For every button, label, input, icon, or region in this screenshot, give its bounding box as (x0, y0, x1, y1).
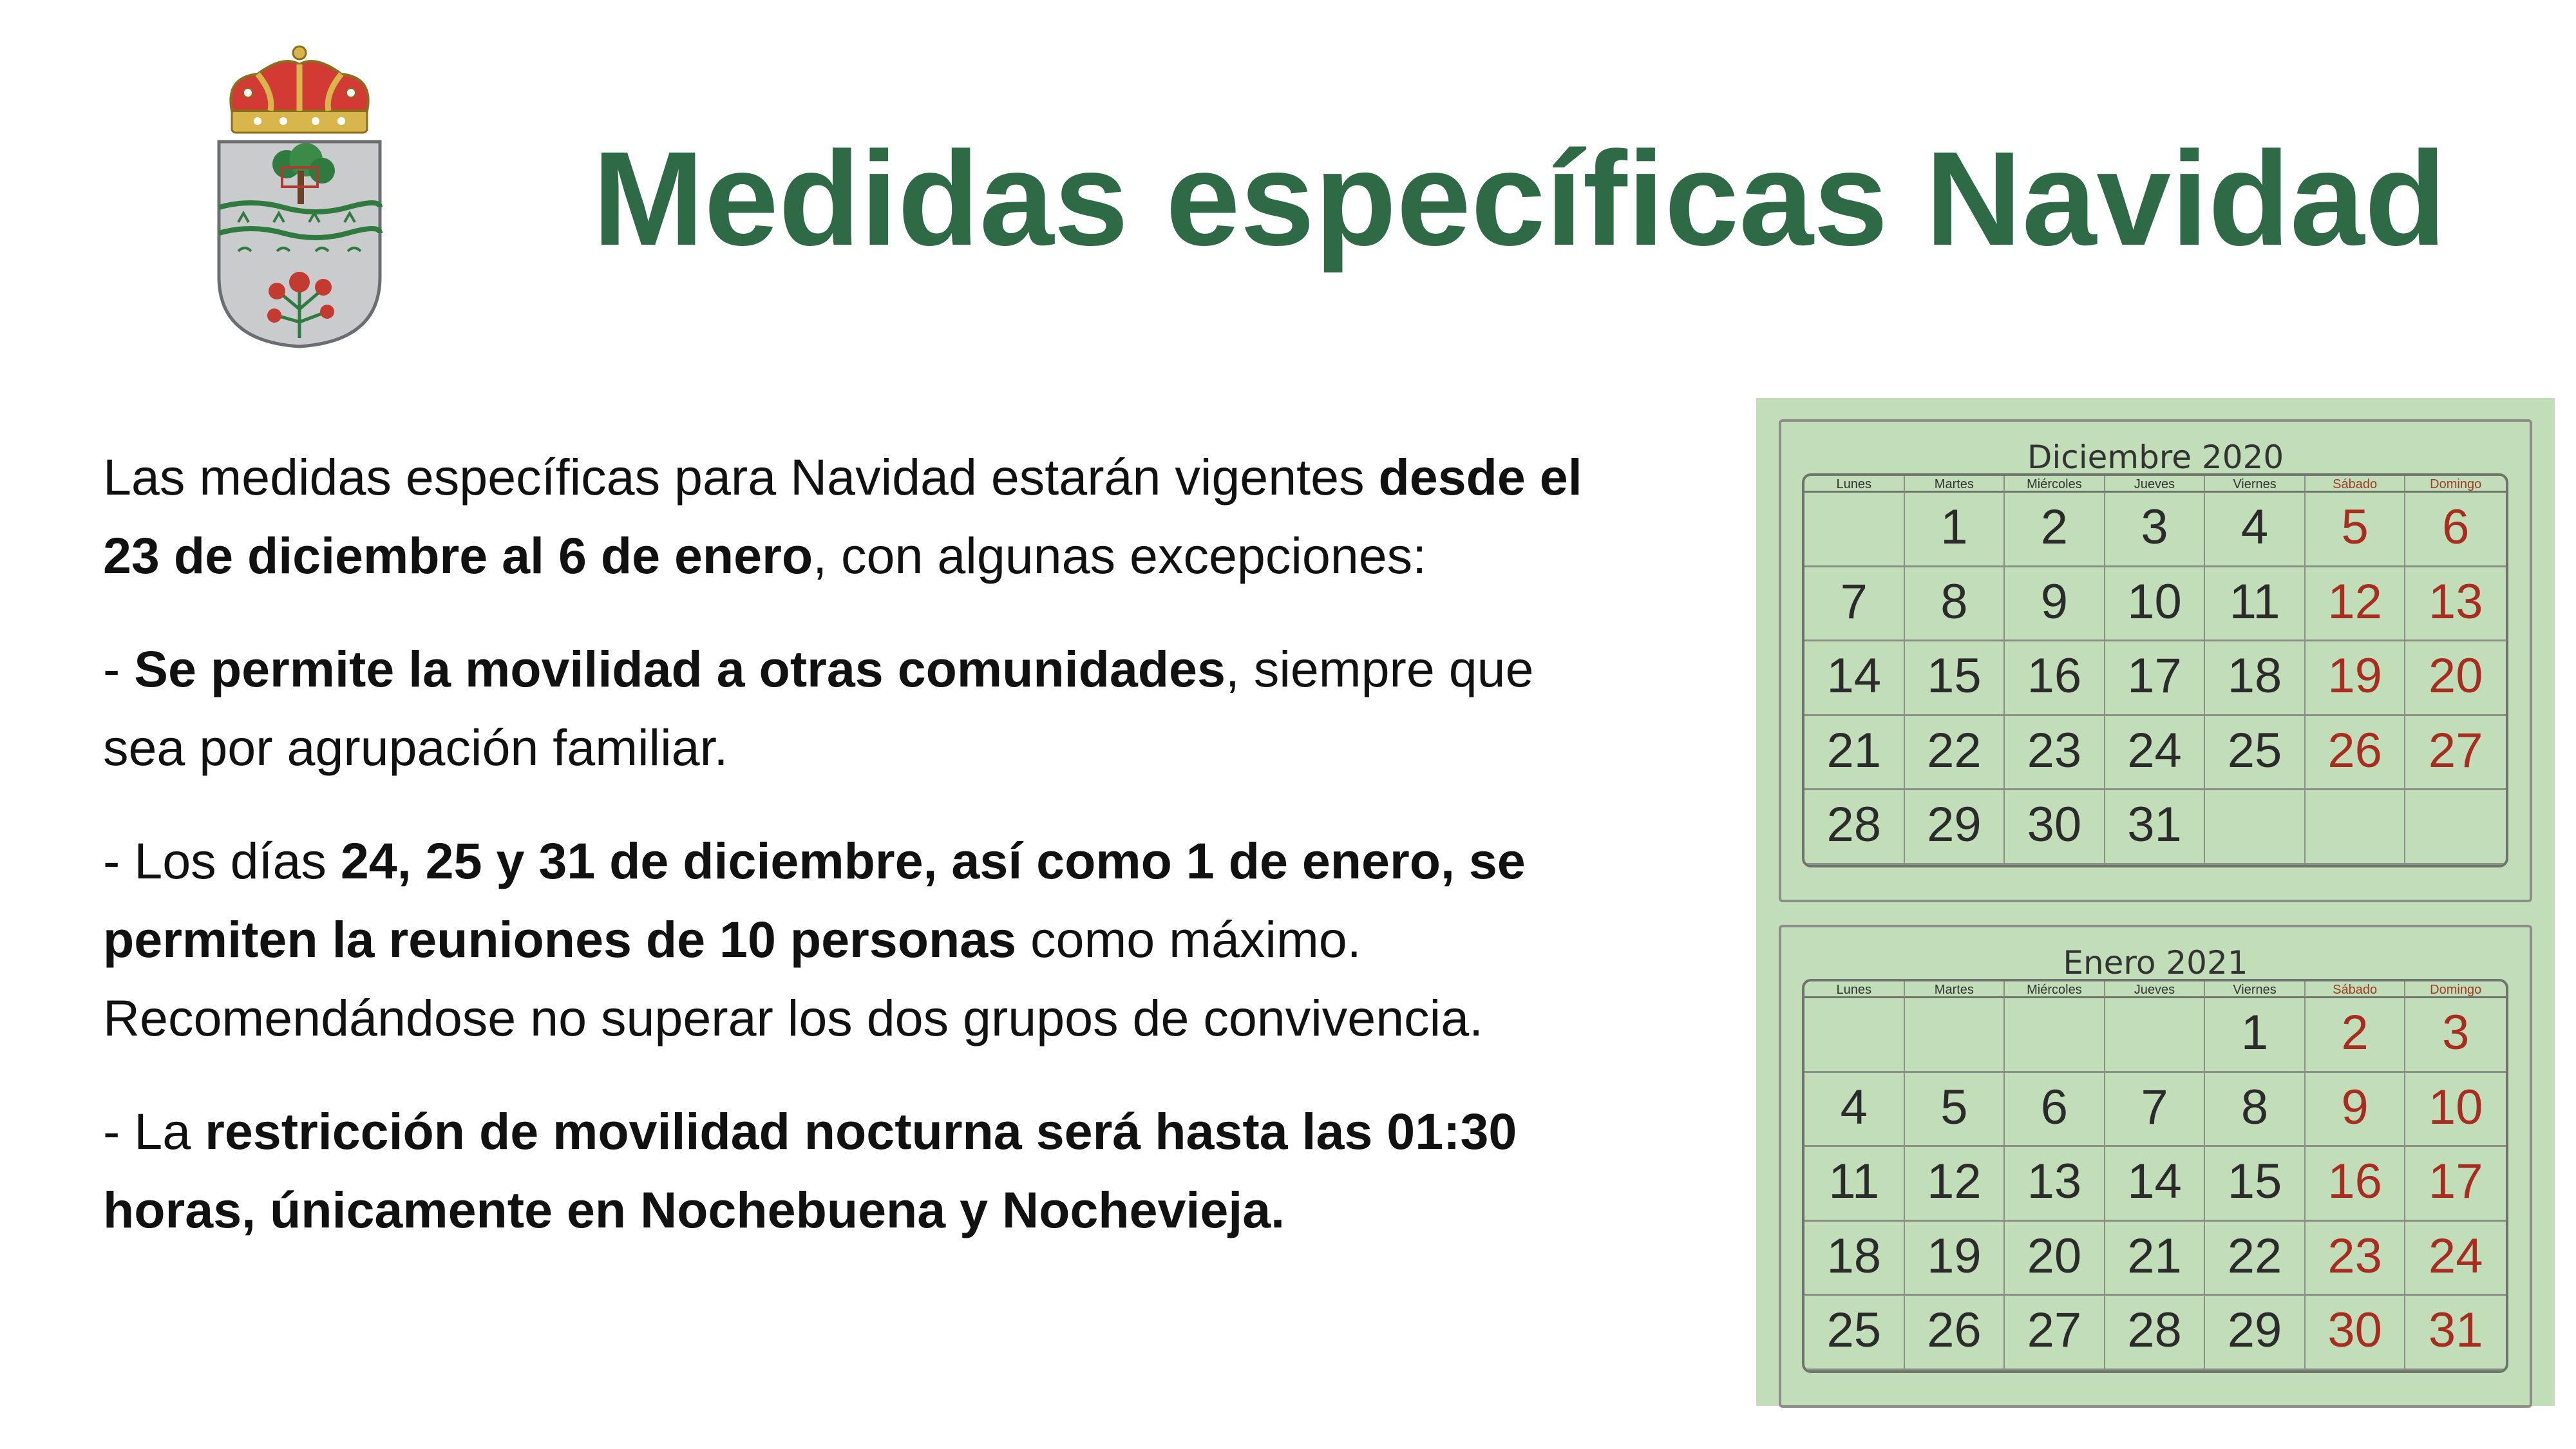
calendar-day: 14 (1804, 641, 1905, 716)
calendar-day (2105, 998, 2206, 1073)
calendar-day (2405, 790, 2506, 865)
calendar-day (1804, 493, 1905, 567)
calendar-day: 26 (2306, 716, 2406, 791)
calendar-december (1779, 419, 2532, 902)
calendar-day: 17 (2105, 641, 2206, 716)
calendar-day: 21 (1804, 716, 1905, 791)
calendar-day: 15 (2205, 1147, 2306, 1222)
calendar-day: 16 (2306, 1147, 2406, 1222)
calendar-day: 18 (2205, 641, 2306, 716)
calendar-day: 4 (2205, 493, 2306, 567)
curfew-paragraph (103, 1092, 1604, 1249)
calendar-day (1804, 998, 1905, 1073)
weekday-header: Sábado (2306, 981, 2406, 998)
calendar-day: 22 (2205, 1222, 2306, 1296)
calendar-day: 7 (2105, 1073, 2206, 1148)
weekday-header: Jueves (2105, 476, 2206, 493)
calendar-day: 8 (1905, 567, 2005, 642)
intro-paragraph (103, 438, 1604, 595)
calendar-day: 10 (2405, 1073, 2506, 1148)
calendar-day (2205, 790, 2306, 865)
calendar-day: 5 (2306, 493, 2406, 567)
calendar-grid (1802, 473, 2508, 867)
weekday-header: Lunes (1804, 476, 1905, 493)
weekday-header: Viernes (2205, 476, 2306, 493)
mobility-bold: Se permite la movilidad a otras comunidades (134, 640, 1226, 697)
calendar-day: 22 (1905, 716, 2005, 791)
calendar-day: 6 (2405, 493, 2506, 567)
calendar-day: 16 (2005, 641, 2105, 716)
calendar-day: 3 (2105, 493, 2206, 567)
calendar-day: 23 (2306, 1222, 2406, 1296)
curfew-bold: restricción de movilidad nocturna será hasta las 01:30 horas, únicamente en Nochebuena y Nochevieja. (103, 1103, 1517, 1238)
calendar-day: 13 (2005, 1147, 2105, 1222)
weekday-header: Jueves (2105, 981, 2206, 998)
calendar-day: 21 (2105, 1222, 2206, 1296)
calendar-day: 31 (2105, 790, 2206, 865)
mobility-paragraph (103, 630, 1604, 787)
calendar-day (2005, 998, 2105, 1073)
calendar-day: 24 (2105, 716, 2206, 791)
calendar-day: 14 (2105, 1147, 2206, 1222)
calendar-day: 7 (1804, 567, 1905, 642)
calendar-day: 2 (2306, 998, 2406, 1073)
calendar-grid (1802, 979, 2508, 1373)
calendar-day: 10 (2105, 567, 2206, 642)
calendar-day (1905, 998, 2005, 1073)
calendar-day: 9 (2005, 567, 2105, 642)
calendar-day: 6 (2005, 1073, 2105, 1148)
calendar-day: 27 (2405, 716, 2506, 791)
calendar-day: 20 (2405, 641, 2506, 716)
mobility-text: , siempre que sea por agrupación familiar. (103, 640, 1534, 776)
intro-text-end: , con algunas excepciones: (813, 527, 1427, 584)
coat-of-arms-svg (213, 39, 386, 354)
calendar-day: 27 (2005, 1296, 2105, 1370)
weekday-header: Domingo (2405, 476, 2506, 493)
calendar-day: 19 (2306, 641, 2406, 716)
calendar-day: 31 (2405, 1296, 2506, 1370)
calendar-day: 25 (2205, 716, 2306, 791)
gatherings-bold: 24, 25 y 31 de diciembre, así como 1 de enero, se permiten la reuniones de 10 personas (103, 832, 1526, 968)
weekday-header: Sábado (2306, 476, 2406, 493)
bullet-dash: - (103, 640, 135, 697)
weekday-header: Martes (1905, 981, 2005, 998)
weekday-header: Martes (1905, 476, 2005, 493)
calendar-day: 23 (2005, 716, 2105, 791)
calendar-day: 17 (2405, 1147, 2506, 1222)
calendar-title: Enero 2021 (2063, 944, 2248, 981)
calendar-day: 1 (1905, 493, 2005, 567)
curfew-text-start: - La (103, 1103, 205, 1160)
weekday-header: Viernes (2205, 981, 2306, 998)
calendar-day: 1 (2205, 998, 2306, 1073)
calendar-day: 30 (2306, 1296, 2406, 1370)
calendar-day: 28 (1804, 790, 1905, 865)
calendar-day: 26 (1905, 1296, 2005, 1370)
calendar-day: 15 (1905, 641, 2005, 716)
calendar-panel (1756, 398, 2555, 1406)
intro-text: Las medidas específicas para Navidad estarán vigentes (103, 448, 1379, 506)
weekday-header: Domingo (2405, 981, 2506, 998)
calendar-title: Diciembre 2020 (2027, 439, 2284, 476)
calendar-day: 25 (1804, 1296, 1905, 1370)
weekday-header: Miércoles (2005, 981, 2105, 998)
calendar-day: 8 (2205, 1073, 2306, 1148)
measures-text (103, 438, 1604, 1284)
calendar-day: 3 (2405, 998, 2506, 1073)
calendar-day: 29 (2205, 1296, 2306, 1370)
calendar-day: 12 (1905, 1147, 2005, 1222)
calendar-day: 11 (1804, 1147, 1905, 1222)
calendar-day: 18 (1804, 1222, 1905, 1296)
gatherings-text-start: - Los días (103, 832, 341, 889)
weekday-header: Miércoles (2005, 476, 2105, 493)
calendar-day: 19 (1905, 1222, 2005, 1296)
calendar-day: 12 (2306, 567, 2406, 642)
calendar-day: 24 (2405, 1222, 2506, 1296)
calendar-day: 5 (1905, 1073, 2005, 1148)
calendar-day: 9 (2306, 1073, 2406, 1148)
calendar-day: 11 (2205, 567, 2306, 642)
calendar-january (1779, 925, 2532, 1408)
gatherings-text-end: como máximo. Recomendándose no superar los dos grupos de convivencia. (103, 911, 1484, 1046)
calendar-day: 13 (2405, 567, 2506, 642)
crown-icon (231, 46, 368, 133)
calendar-day: 30 (2005, 790, 2105, 865)
weekday-header: Lunes (1804, 981, 1905, 998)
intro-dates-bold: desde el 23 de diciembre al 6 de enero (103, 448, 1582, 584)
municipal-coat-of-arms-icon (213, 39, 386, 354)
calendar-day: 20 (2005, 1222, 2105, 1296)
gatherings-paragraph (103, 822, 1604, 1057)
shield-icon (219, 142, 380, 346)
page-title: Medidas específicas Navidad (592, 124, 2447, 274)
calendar-day: 4 (1804, 1073, 1905, 1148)
calendar-day (2306, 790, 2406, 865)
calendar-day: 28 (2105, 1296, 2206, 1370)
calendar-day: 2 (2005, 493, 2105, 567)
calendar-day: 29 (1905, 790, 2005, 865)
